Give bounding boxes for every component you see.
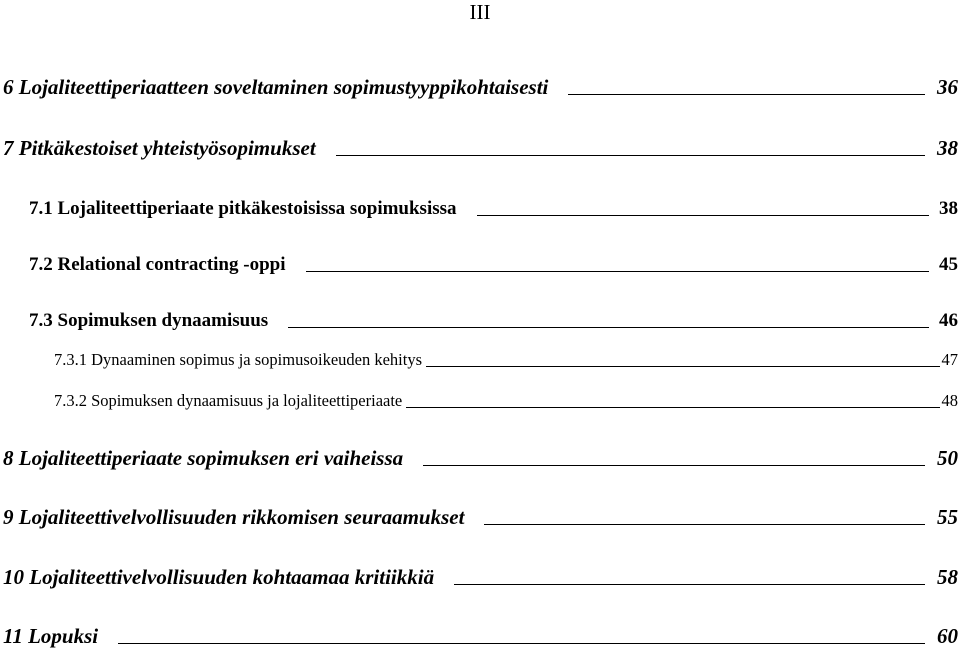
toc-entry-7-3[interactable] bbox=[29, 309, 958, 333]
toc-leader-line bbox=[426, 366, 939, 367]
toc-entry-label: 11 Lopuksi bbox=[3, 624, 99, 648]
toc-entry-label: 10 Lojaliteettivelvollisuuden kohtaamaa kritiikkiä bbox=[3, 565, 435, 589]
toc-entry-label: 7 Pitkäkestoiset yhteistyösopimukset bbox=[3, 136, 316, 160]
toc-entry-label: 6 Lojaliteettiperiaatteen soveltaminen sopimustyyppikohtaisesti bbox=[3, 75, 549, 99]
toc-entry-page: 55 bbox=[937, 505, 958, 529]
toc-leader-line bbox=[406, 407, 939, 408]
toc-entry-page: 50 bbox=[937, 446, 958, 470]
toc-leader-line bbox=[484, 524, 925, 525]
toc-leader-line bbox=[118, 643, 925, 644]
toc-entry-label: 9 Lojaliteettivelvollisuuden rikkomisen seuraamukset bbox=[3, 505, 465, 529]
toc-leader-line bbox=[568, 94, 925, 95]
toc-entry-11[interactable] bbox=[3, 623, 958, 649]
toc-entry-7-1[interactable] bbox=[29, 197, 958, 221]
toc-entry-page: 45 bbox=[939, 254, 958, 275]
toc-entry-label: 8 Lojaliteettiperiaate sopimuksen eri vaiheissa bbox=[3, 446, 404, 470]
toc-entry-7[interactable] bbox=[3, 135, 958, 161]
toc-entry-7-3-2[interactable] bbox=[54, 390, 958, 412]
toc-entry-7-2[interactable] bbox=[29, 253, 958, 277]
toc-entry-page: 48 bbox=[941, 391, 958, 410]
toc-entry-label: 7.2 Relational contracting -oppi bbox=[29, 254, 286, 275]
toc-entry-page: 46 bbox=[939, 310, 958, 331]
toc-entry-page: 47 bbox=[941, 350, 958, 369]
toc-entry-label: 7.1 Lojaliteettiperiaate pitkäkestoisissa sopimuksissa bbox=[29, 198, 457, 219]
toc-entry-8[interactable] bbox=[3, 445, 958, 471]
toc-entry-label: 7.3.2 Sopimuksen dynaamisuus ja lojaliteettiperiaate bbox=[54, 391, 403, 410]
toc-entry-page: 36 bbox=[937, 75, 958, 99]
toc-leader-line bbox=[306, 271, 930, 272]
toc-entry-page: 60 bbox=[937, 624, 958, 648]
page-number: III bbox=[469, 0, 491, 24]
toc-leader-line bbox=[288, 327, 929, 328]
toc-leader-line bbox=[454, 584, 925, 585]
toc-entry-page: 38 bbox=[939, 198, 958, 219]
toc-entry-page: 58 bbox=[937, 565, 958, 589]
toc-leader-line bbox=[423, 465, 925, 466]
toc-leader-line bbox=[336, 155, 925, 156]
toc-entry-10[interactable] bbox=[3, 564, 958, 590]
toc-entry-page: 38 bbox=[937, 136, 958, 160]
toc-entry-label: 7.3 Sopimuksen dynaamisuus bbox=[29, 310, 269, 331]
toc-entry-9[interactable] bbox=[3, 504, 958, 530]
toc-leader-line bbox=[477, 215, 929, 216]
toc-entry-6[interactable] bbox=[3, 74, 958, 100]
toc-entry-label: 7.3.1 Dynaaminen sopimus ja sopimusoikeuden kehitys bbox=[54, 350, 423, 369]
toc-entry-7-3-1[interactable] bbox=[54, 349, 958, 371]
